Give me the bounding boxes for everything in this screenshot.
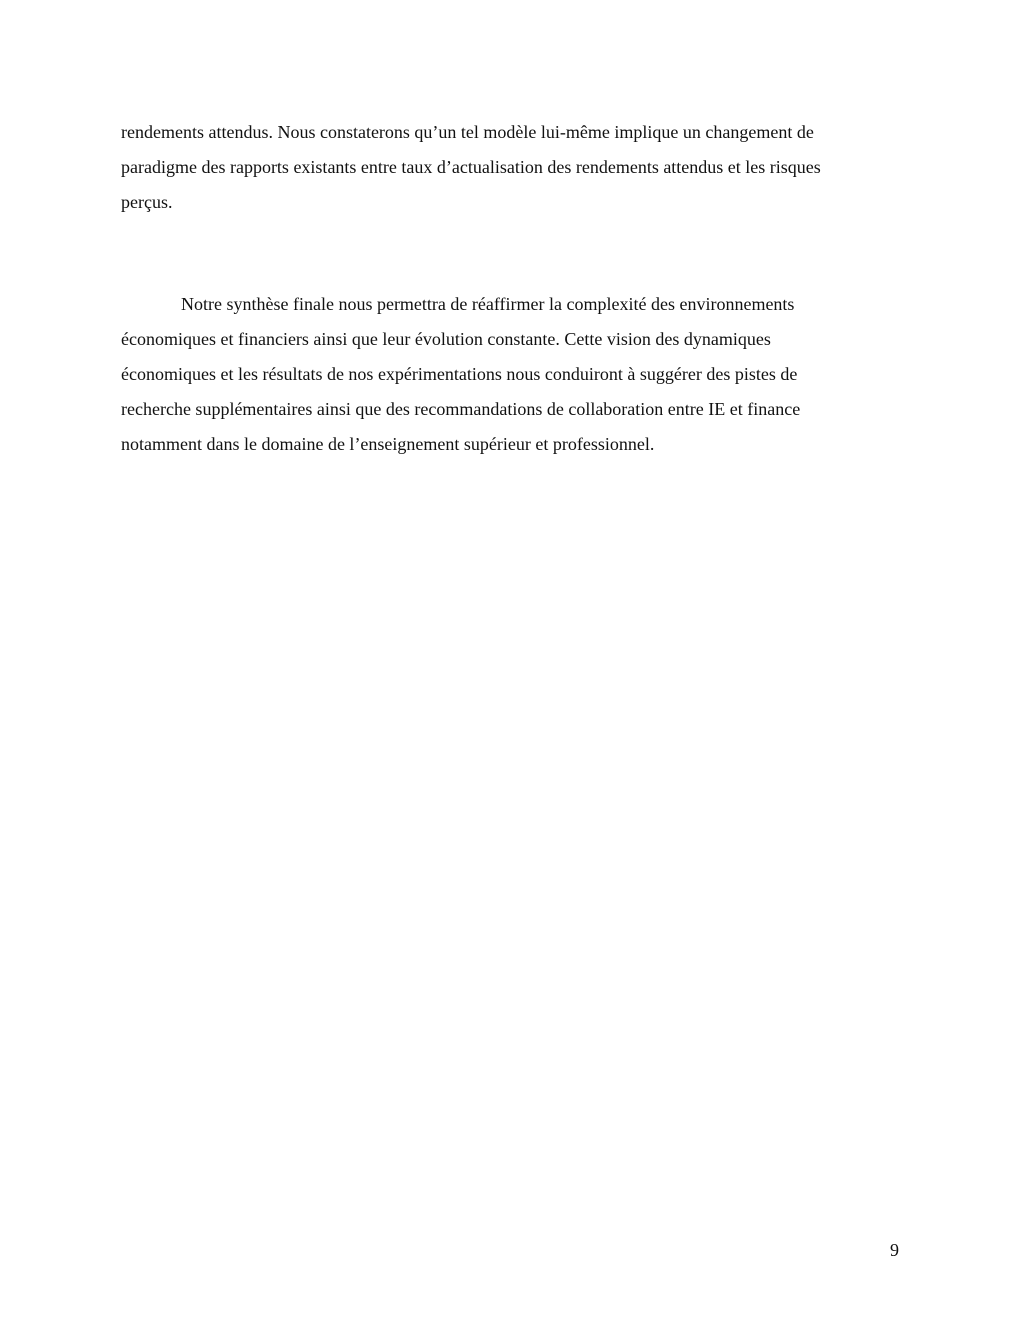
paragraph-line: Notre synthèse finale nous permettra de réaffirmer la complexité des environnements bbox=[181, 294, 795, 314]
page-number: 9 bbox=[890, 1240, 899, 1260]
paragraph-line: notamment dans le domaine de l’enseignement supérieur et professionnel. bbox=[121, 434, 655, 454]
paragraph-line: recherche supplémentaires ainsi que des recommandations de collaboration entre IE et finance bbox=[121, 399, 801, 419]
paragraph-continuation bbox=[121, 115, 911, 220]
paragraph-line: économiques et financiers ainsi que leur évolution constante. Cette vision des dynamiques bbox=[121, 329, 771, 349]
paragraph-synthesis bbox=[121, 287, 911, 462]
paragraph-line: perçus. bbox=[121, 192, 173, 212]
paragraph-line: rendements attendus. Nous constaterons qu’un tel modèle lui-même implique un changement de bbox=[121, 122, 814, 142]
paragraph-line: paradigme des rapports existants entre taux d’actualisation des rendements attendus et les risques bbox=[121, 157, 821, 177]
paragraph-line: économiques et les résultats de nos expérimentations nous conduiront à suggérer des pistes de bbox=[121, 364, 798, 384]
